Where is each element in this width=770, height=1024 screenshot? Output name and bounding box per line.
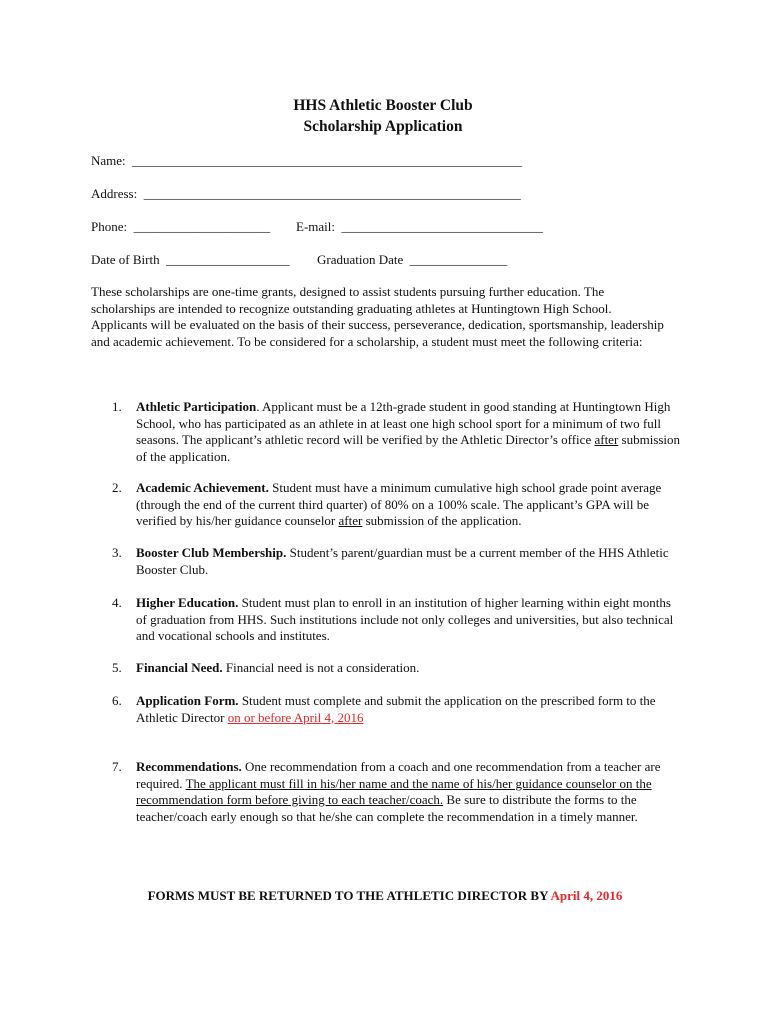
criterion-body <box>136 399 681 465</box>
criterion-heading: Athletic Participation <box>136 399 257 414</box>
deadline-text: on or before April 4, 2016 <box>227 709 364 725</box>
criterion-body <box>136 759 681 825</box>
criterion-number: 6. <box>112 693 122 708</box>
criterion-text-end: Be sure to distribute the forms to the teacher/coach early enough so that he/she can complete the recommendation in a timely manner. <box>136 792 638 824</box>
email-field[interactable]: E-mail: _______________________________ <box>296 219 543 234</box>
document-title: HHS Athletic Booster Club <box>293 97 473 114</box>
criterion-text: One recommendation from a coach and one recommendation from a teacher are required. <box>136 759 661 791</box>
criterion-heading: Application Form. <box>136 693 239 708</box>
criterion-text-end: submission of the application. <box>136 432 681 464</box>
criterion-heading: Higher Education. <box>136 595 239 610</box>
criterion-number: 3. <box>112 545 122 560</box>
intro-paragraph: These scholarships are one-time grants, designed to assist students pursuing further education. The scholarships are intended to recognize outstanding graduating athletes at Huntingtown High School. Applicants will be evaluated on the basis of their success, perseverance, dedication, sportsmanship, leadership and academic achievement. To be considered for a scholarship, a student must meet the following criteria: <box>91 284 664 349</box>
name-field[interactable]: Name: ____________________________________________________________ <box>91 153 523 168</box>
criterion-body <box>136 480 681 530</box>
criterion-heading: Booster Club Membership. <box>136 545 287 560</box>
criterion-number: 5. <box>112 660 122 675</box>
graduation-date-field[interactable]: Graduation Date _______________ <box>317 252 508 267</box>
criterion-text: . Applicant must be a 12th-grade student in good standing at Huntingtown High School, who has participated as an athlete in at least one high school sport for a minimum of two full seasons. The applicant’s athletic record will be verified by the Athletic Director’s office <box>136 399 671 447</box>
return-deadline-notice <box>0 888 770 904</box>
criterion-text: Student must have a minimum cumulative high school grade point average (through the end of the current third quarter) of 80% on a 100% scale. The applicant’s GPA will be verified by his/her guidance counselor <box>136 480 662 528</box>
criterion-body <box>136 660 681 677</box>
criterion-number: 2. <box>112 480 122 495</box>
criterion-heading: Recommendations. <box>136 759 242 774</box>
criterion-number: 1. <box>112 399 122 414</box>
criterion-text: Student must complete and submit the application on the prescribed form to the Athletic Director <box>136 693 656 725</box>
criterion-underlined-text: after <box>338 513 363 528</box>
document-subtitle: Scholarship Application <box>303 118 463 135</box>
footer-text: FORMS MUST BE RETURNED TO THE ATHLETIC DIRECTOR BY <box>147 888 551 903</box>
criterion-text: Financial need is not a consideration. <box>222 660 420 675</box>
footer-deadline-date: April 4, 2016 <box>550 888 623 903</box>
criterion-body <box>136 545 681 578</box>
criterion-text-end: submission of the application. <box>362 513 522 528</box>
criterion-body <box>136 693 681 726</box>
date-of-birth-field[interactable]: Date of Birth ___________________ <box>91 252 290 267</box>
phone-field[interactable]: Phone: _____________________ <box>91 219 271 234</box>
criterion-heading: Financial Need. <box>136 660 223 675</box>
criterion-text: Student’s parent/guardian must be a current member of the HHS Athletic Booster Club. <box>136 545 669 577</box>
criterion-body <box>136 595 681 645</box>
criterion-underlined-text: after <box>594 432 619 447</box>
criterion-number: 7. <box>112 759 122 774</box>
criterion-underlined-text: The applicant must fill in his/her name and the name of his/her guidance counselor on the recommendation form before giving to each teacher/coach. <box>136 775 652 807</box>
address-field[interactable]: Address: __________________________________________________________ <box>91 186 521 201</box>
criterion-number: 4. <box>112 595 122 610</box>
criterion-text: Student must plan to enroll in an institution of higher learning within eight months of graduation from HHS. Such institutions include not only colleges and universities, but also technical and vocational schools and institutes. <box>136 595 674 643</box>
criterion-heading: Academic Achievement. <box>136 480 269 495</box>
